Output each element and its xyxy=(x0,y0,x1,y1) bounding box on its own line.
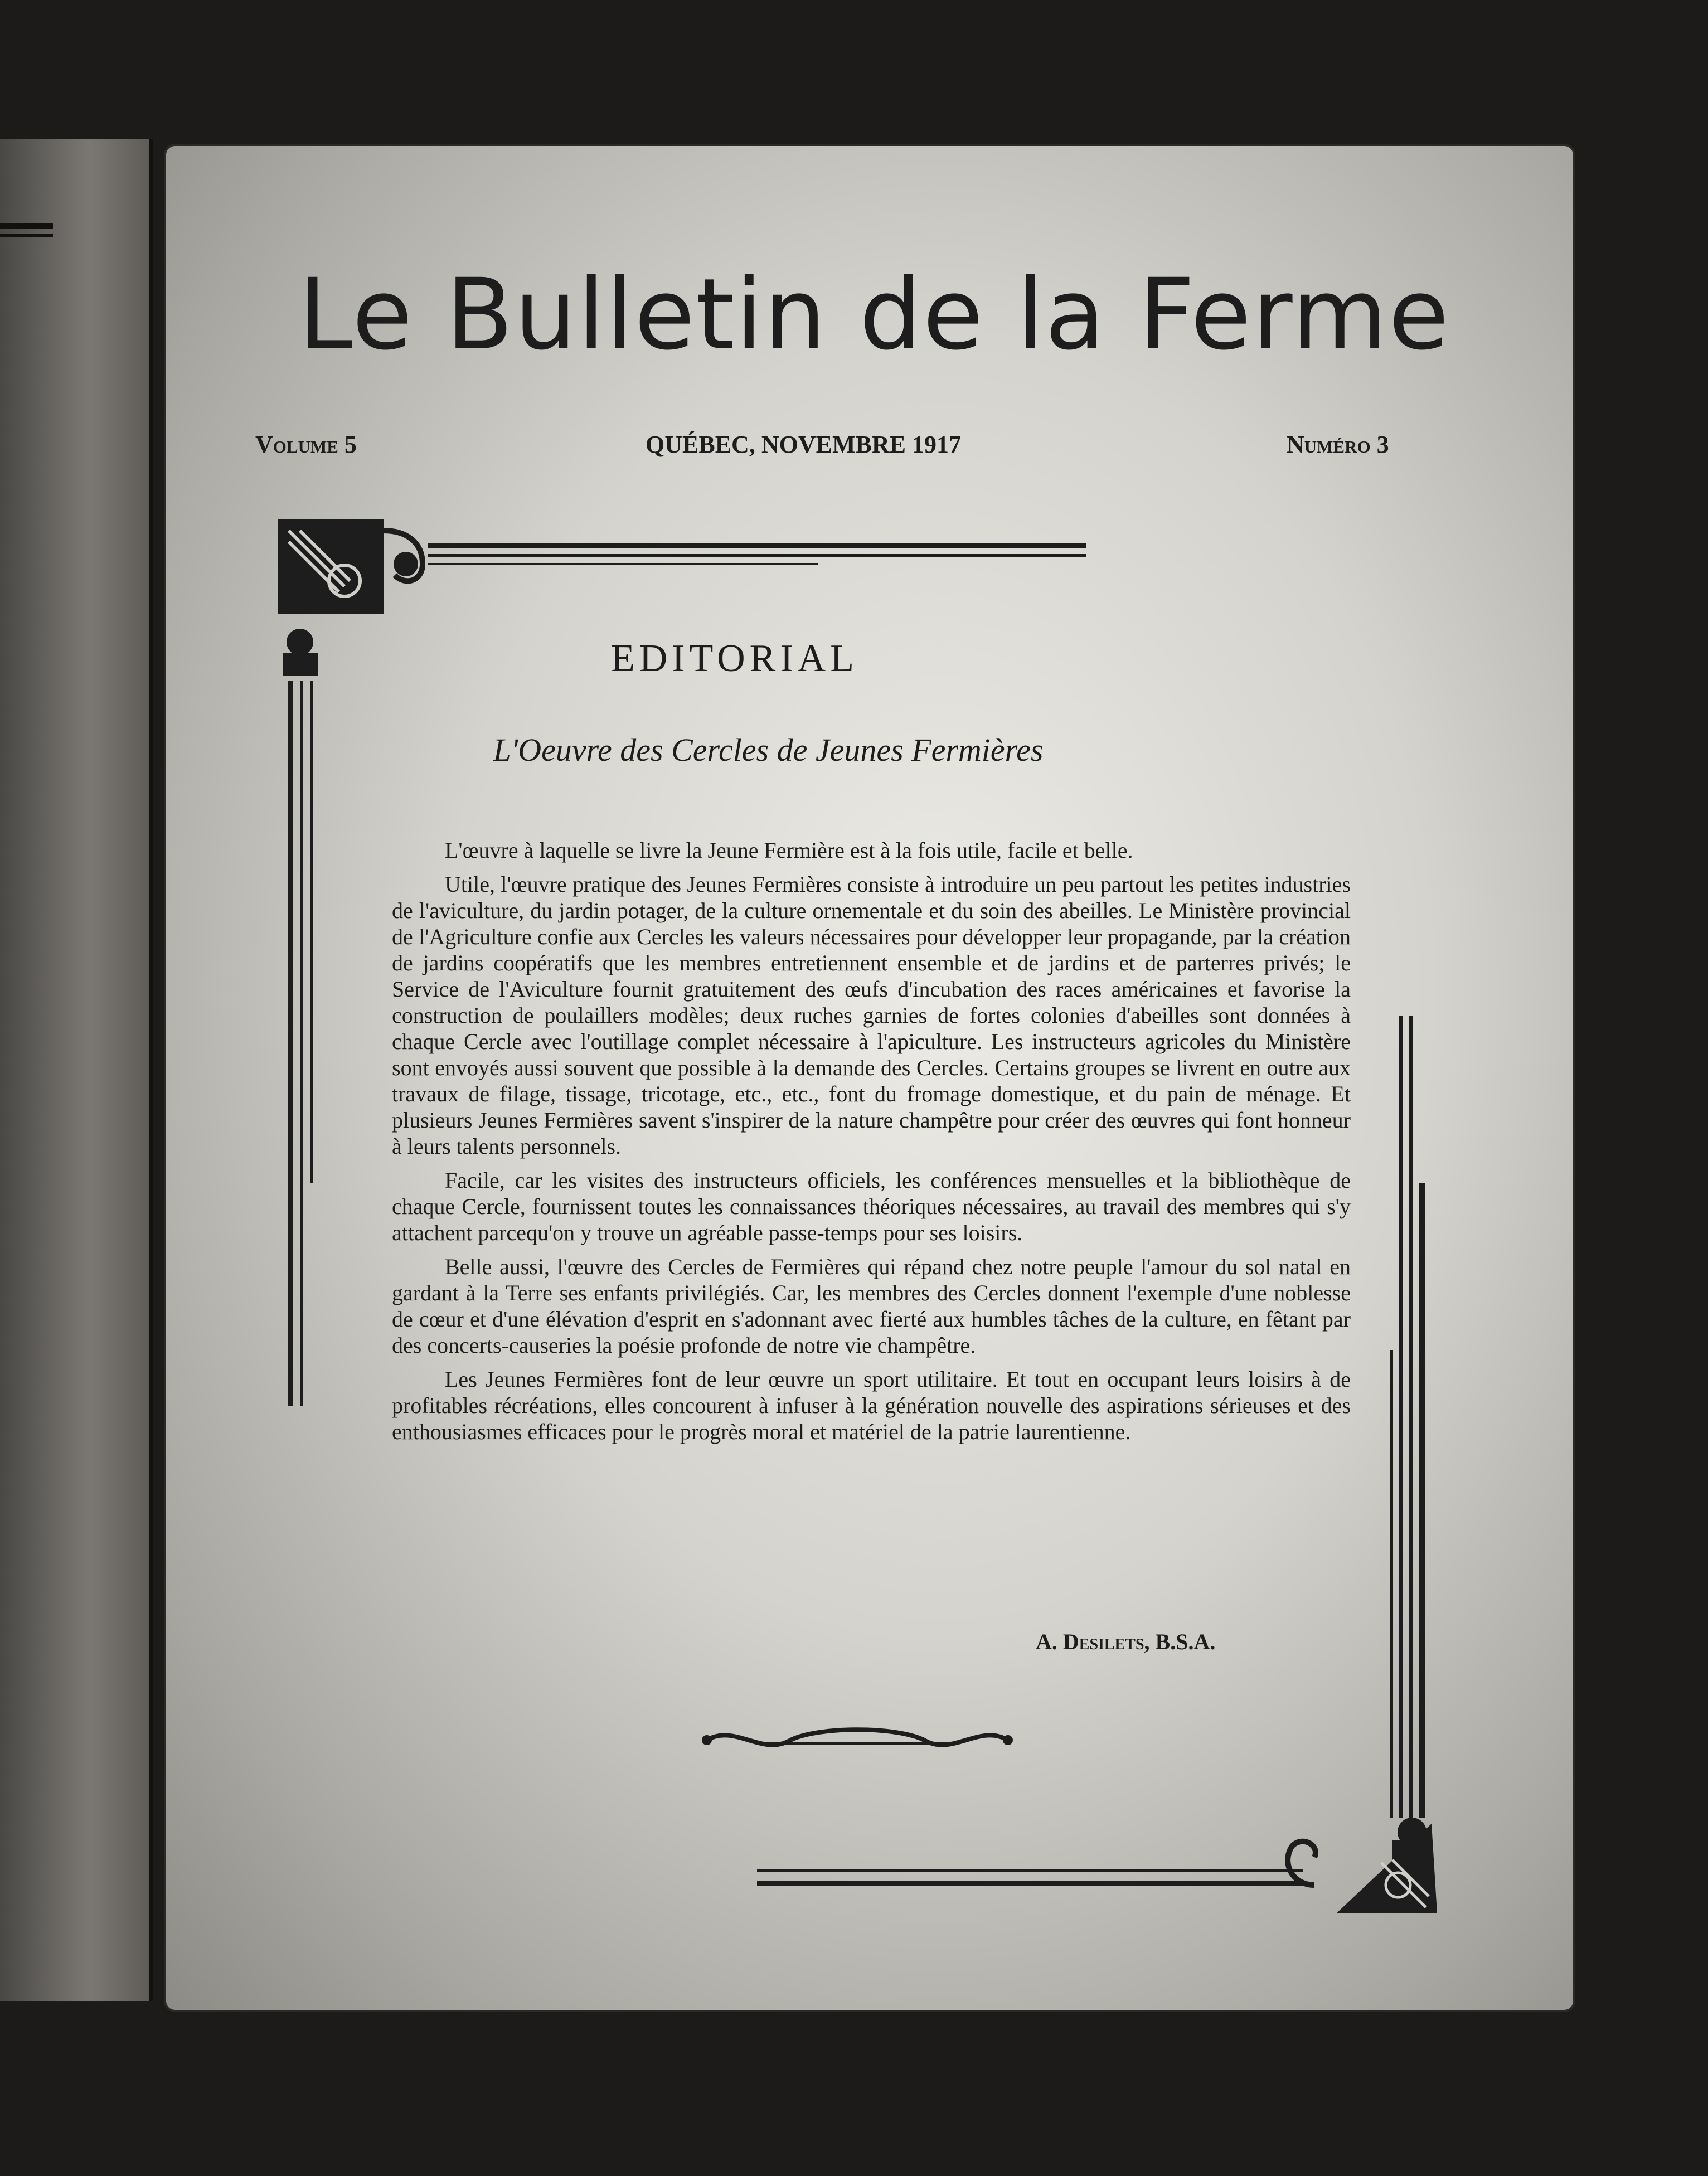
adjacent-page-edge xyxy=(0,139,153,2001)
issue-date: QUÉBEC, NOVEMBRE 1917 xyxy=(646,431,961,458)
masthead-title: Le Bulletin de la Ferme xyxy=(298,258,1450,372)
decorative-rule xyxy=(0,223,53,229)
paragraph: Les Jeunes Fermières font de leur œuvre un sport utilitaire. Et tout en occupant leurs loisirs à de profitables récréations, elles concourent à infuser à la génération nouvelle des aspirations sérieuses et des enthousiasmes efficaces pour le progrès moral et matériel de la patrie laurentienne. xyxy=(392,1367,1351,1444)
signature-name: A. Desilets, xyxy=(1036,1629,1150,1654)
issue-number: Numéro 3 xyxy=(1287,431,1389,458)
signature-degree: B.S.A. xyxy=(1155,1629,1216,1654)
paragraph: Facile, car les visites des instructeurs officiels, les conférences mensuelles et la bibliothèque de chaque Cercle, fournissent toutes les connaissances théoriques nécessaires, au travail des membres qui s'y attachent parcequ'on y trouve un agréable passe-temps pour ses loisirs. xyxy=(392,1168,1351,1245)
paragraph: L'œuvre à laquelle se livre la Jeune Fermière est à la fois utile, facile et belle. xyxy=(445,838,1133,863)
paragraph: Belle aussi, l'œuvre des Cercles de Fermières qui répand chez notre peuple l'amour du sol natal en gardant à la Terre ses enfants privilégiés. Car, les membres des Cercles donnent l'exemple d'une noblesse de cœur et d'une élévation d'esprit en s'adonnant avec fierté aux humbles tâches de la culture, en fêtant par des concerts-causeries la poésie profonde de notre vie champêtre. xyxy=(392,1254,1351,1358)
paragraph: Utile, l'œuvre pratique des Jeunes Fermières consiste à introduire un peu partout les petites industries de l'aviculture, du jardin potager, de la culture ornementale et du soin des abeilles. Le Ministère provincial de l'Agriculture confie aux Cercles les valeurs nécessaires pour développer leur propagande, par la création de jardins coopératifs que les membres entretiennent ensemble et de jardins et de parterres privés; le Service de l'Aviculture fournit gratuitement des œufs d'incubation des races américaines et favorise la construction de poulaillers modèles; deux ruches garnies de fortes colonies d'abeilles sont données à chaque Cercle avec l'outillage complet nécessaire à l'apiculture. Les instructeurs agricoles du Ministère sont envoyés aussi souvent que possible à la demande des Cercles. Certains groupes se livrent en outre aux travaux de filage, tissage, tricotage, etc., etc., font du fromage domestique, et du pain de ménage. Et plusieurs Jeunes Fermières savent s'inspirer de la nature champêtre pour créer des œuvres qui font honneur à leurs talents personnels. xyxy=(392,872,1351,1159)
article-title: L'Oeuvre des Cercles de Jeunes Fermières xyxy=(493,732,1044,768)
editorial-heading: EDITORIAL xyxy=(611,637,858,680)
volume-label: Volume 5 xyxy=(255,431,357,458)
decorative-rule xyxy=(0,234,53,237)
document-page xyxy=(166,146,1573,2010)
frame-corner-bottom-right-icon xyxy=(757,1016,1482,1918)
